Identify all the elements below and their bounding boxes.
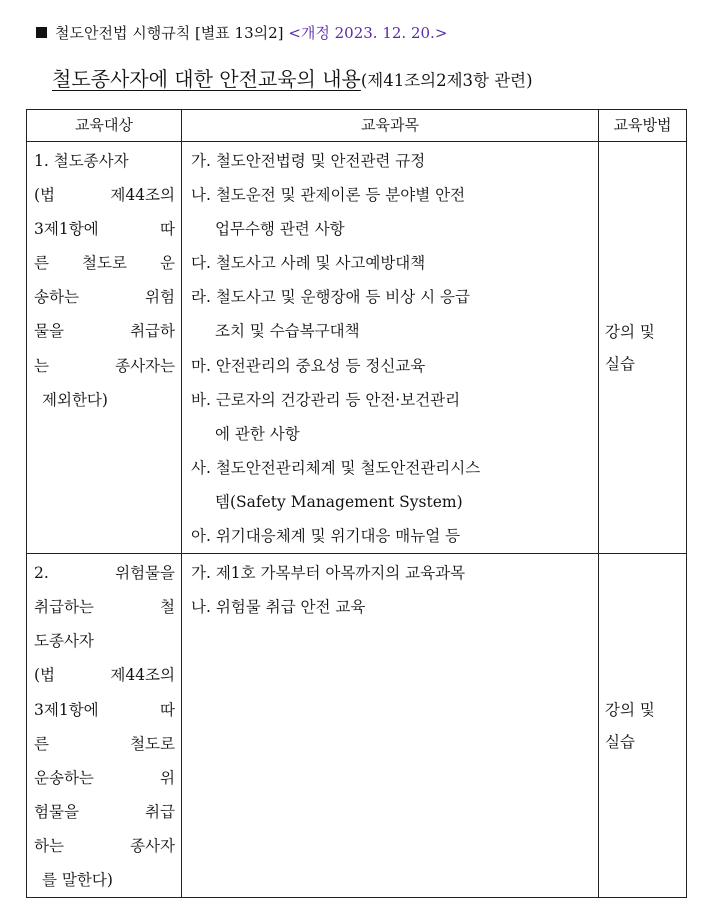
table-row	[27, 554, 687, 898]
subject-item: 사. 철도안전관리체계 및 철도안전관리시스	[191, 458, 481, 477]
subjects-cell	[182, 142, 599, 554]
subjects-cell	[182, 554, 599, 898]
subject-item-continuation: 업무수행 관련 사항	[215, 220, 345, 239]
target-line: (법 제44조의	[34, 666, 175, 685]
target-line: 를 말한다)	[42, 870, 113, 889]
target-line: 는 종사자는	[34, 356, 175, 375]
target-line: 1. 철도종사자	[34, 152, 129, 170]
subject-item-continuation: 템(Safety Management System)	[215, 492, 463, 511]
header-method: 교육방법	[599, 110, 687, 142]
subject-item: 바. 근로자의 건강관리 등 안전·보건관리	[191, 390, 461, 409]
target-line: 송하는 위험	[34, 288, 175, 307]
subject-item: 가. 철도안전법령 및 안전관련 규정	[191, 152, 426, 170]
target-line: 2. 위험물을	[34, 564, 175, 583]
target-line: 3제1항에 따	[34, 700, 175, 719]
method-cell	[599, 554, 687, 898]
target-cell	[27, 554, 182, 898]
amendment-date: <개정 2023. 12. 20.>	[288, 24, 448, 42]
target-line: 3제1항에 따	[34, 220, 175, 239]
subject-item: 가. 제1호 가목부터 아목까지의 교육과목	[191, 564, 466, 583]
education-table	[26, 109, 687, 898]
subject-item-continuation: 조치 및 수습복구대책	[215, 322, 360, 341]
subject-item: 나. 위험물 취급 안전 교육	[191, 598, 366, 617]
header-subjects: 교육과목	[182, 110, 599, 142]
document-title	[52, 64, 533, 96]
target-cell	[27, 142, 182, 554]
method-line: 강의 및	[605, 322, 655, 341]
title-reference: (제41조의2제3항 관련)	[360, 71, 533, 90]
target-line: 험물을 취급	[34, 802, 175, 821]
title-main: 철도종사자에 대한 안전교육의 내용	[52, 67, 361, 91]
method-line: 실습	[605, 732, 635, 751]
subject-item: 마. 안전관리의 중요성 등 정신교육	[191, 356, 426, 375]
method-cell	[599, 142, 687, 554]
method-line: 강의 및	[605, 700, 655, 719]
table-row	[27, 142, 687, 554]
target-line: 하는 종사자	[34, 836, 175, 855]
square-bullet-icon	[36, 27, 47, 38]
subject-item-continuation: 에 관한 사항	[215, 424, 300, 443]
target-line: 물을 취급하	[34, 322, 175, 341]
method-line: 실습	[605, 354, 635, 373]
target-line: 도종사자	[34, 632, 94, 651]
document-header	[36, 22, 447, 44]
subject-item: 다. 철도사고 사례 및 사고예방대책	[191, 254, 426, 273]
subject-item: 아. 위기대응체계 및 위기대응 매뉴얼 등	[191, 527, 461, 546]
target-line: 운송하는 위	[34, 768, 175, 787]
target-line: 제외한다)	[42, 390, 108, 409]
target-line: 취급하는 철	[34, 598, 175, 617]
law-reference: 철도안전법 시행규칙 [별표 13의2]	[55, 24, 284, 42]
header-target: 교육대상	[27, 110, 182, 142]
subject-item: 나. 철도운전 및 관제이론 등 분야별 안전	[191, 186, 466, 205]
table-header-row	[27, 110, 687, 142]
target-line: (법 제44조의	[34, 186, 175, 205]
subject-item: 라. 철도사고 및 운행장애 등 비상 시 응급	[191, 288, 470, 307]
target-line: 른 철도로 운	[34, 254, 175, 273]
target-line: 른 철도로	[34, 734, 175, 753]
